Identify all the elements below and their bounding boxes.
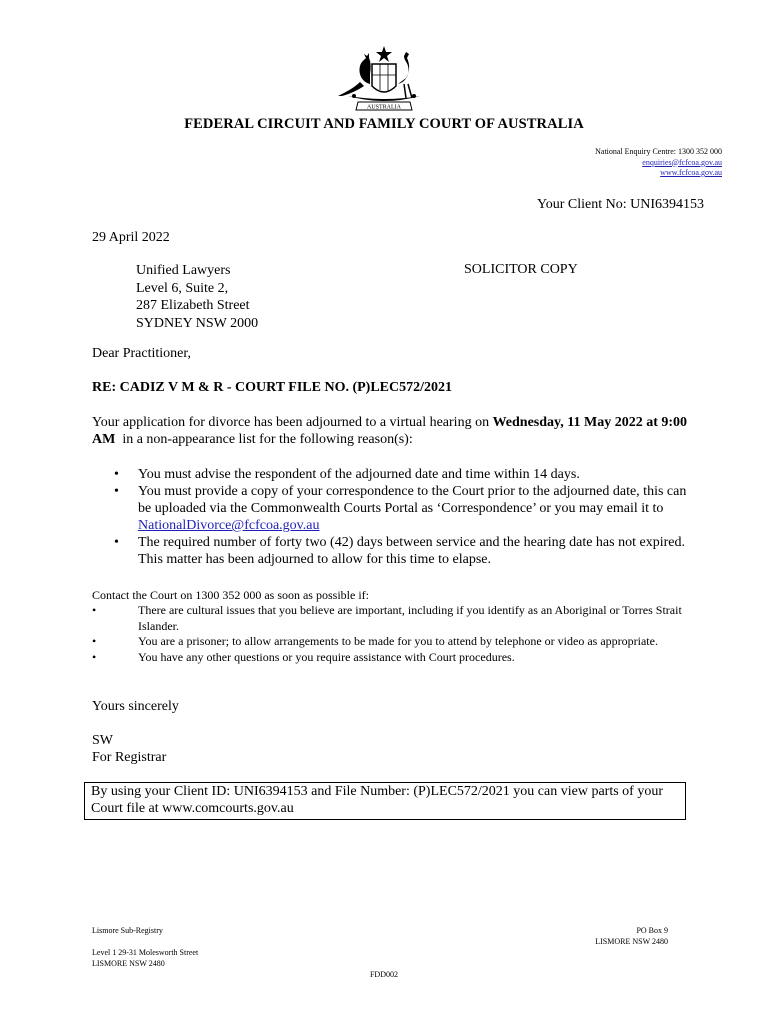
recipient-address bbox=[136, 262, 258, 332]
client-number: Your Client No: UNI6394153 bbox=[537, 197, 704, 212]
coat-of-arms-logo bbox=[334, 44, 434, 116]
list-item: • You are a prisoner; to allow arrangements to be made for you to attend by telephone or video as appropriate. bbox=[92, 634, 682, 650]
recipient-address-line: Level 6, Suite 2, bbox=[136, 280, 229, 296]
salutation: Dear Practitioner, bbox=[92, 346, 191, 361]
recipient-name: Unified Lawyers bbox=[136, 263, 231, 278]
po-box: PO Box 9 bbox=[636, 926, 668, 935]
list-item: • You must provide a copy of your correspondence to the Court prior to the adjourned date, this can be uploaded via the Commonwealth Courts Portal as ‘Correspondence’ or you may email it to NationalDivorce@fcfcoa.gov.au bbox=[92, 483, 692, 534]
footer-street: Level 1 29-31 Molesworth Street bbox=[92, 948, 199, 957]
po-city: LISMORE NSW 2480 bbox=[595, 936, 668, 946]
intro-text: Your application for divorce has been adjourned to a virtual hearing on bbox=[92, 415, 490, 430]
signature-block bbox=[92, 732, 166, 766]
contact-court-intro: Contact the Court on 1300 352 000 as soon as possible if: bbox=[92, 588, 369, 602]
list-item: • There are cultural issues that you believe are important, including if you identify as an Aboriginal or Torres Strait Islander. bbox=[92, 603, 682, 634]
reasons-list bbox=[92, 466, 692, 568]
recipient-address-line: SYDNEY NSW 2000 bbox=[136, 315, 259, 331]
court-contact-block bbox=[595, 147, 722, 179]
footer-registry: Lismore Sub-Registry bbox=[92, 926, 163, 935]
footer-city: LISMORE NSW 2480 bbox=[92, 958, 165, 968]
closing-phrase: Yours sincerely bbox=[92, 699, 179, 714]
list-item: • You must advise the respondent of the adjourned date and time within 14 days. bbox=[92, 466, 692, 483]
court-name-heading: FEDERAL CIRCUIT AND FAMILY COURT OF AUSTRALIA bbox=[184, 116, 584, 132]
court-portal-notice-box: By using your Client ID: UNI6394153 and File Number: (P)LEC572/2021 you can view parts of your Court file at www.comcourts.gov.au bbox=[84, 782, 686, 820]
letter-date: 29 April 2022 bbox=[92, 230, 170, 245]
re-subject-line: RE: CADIZ V M & R - COURT FILE NO. (P)LEC572/2021 bbox=[92, 380, 453, 395]
footer-po-box bbox=[595, 926, 668, 947]
enquiries-email-link[interactable]: enquiries@fcfcoa.gov.au bbox=[642, 157, 722, 167]
signer-initials: SW bbox=[92, 733, 113, 748]
list-item: • The required number of forty two (42) days between service and the hearing date has not expired. This matter has been adjourned to allow for this time to elapse. bbox=[92, 534, 692, 568]
signer-role: For Registrar bbox=[92, 750, 167, 765]
national-divorce-email-link[interactable]: NationalDivorce@fcfcoa.gov.au bbox=[138, 518, 320, 533]
footer-street-address bbox=[92, 948, 198, 969]
adjournment-paragraph bbox=[92, 414, 692, 448]
enquiry-line bbox=[595, 147, 722, 158]
enquiry-phone: 1300 352 000 bbox=[678, 147, 722, 156]
intro-end-text: in a non-appearance list for the following reason(s): bbox=[122, 432, 413, 447]
recipient-address-line: 287 Elizabeth Street bbox=[136, 298, 250, 313]
contact-conditions-list bbox=[92, 603, 682, 665]
svg-text:AUSTRALIA: AUSTRALIA bbox=[367, 104, 401, 111]
form-code: FDD002 bbox=[369, 970, 398, 979]
court-website-link[interactable]: www.fcfcoa.gov.au bbox=[660, 168, 722, 177]
hearing-date: Wednesday, 11 May 2022 at 9:00 AM bbox=[92, 415, 688, 447]
list-item: • You have any other questions or you require assistance with Court procedures. bbox=[92, 650, 682, 666]
enquiry-label: National Enquiry Centre: bbox=[595, 147, 676, 156]
copy-label: SOLICITOR COPY bbox=[464, 262, 578, 277]
